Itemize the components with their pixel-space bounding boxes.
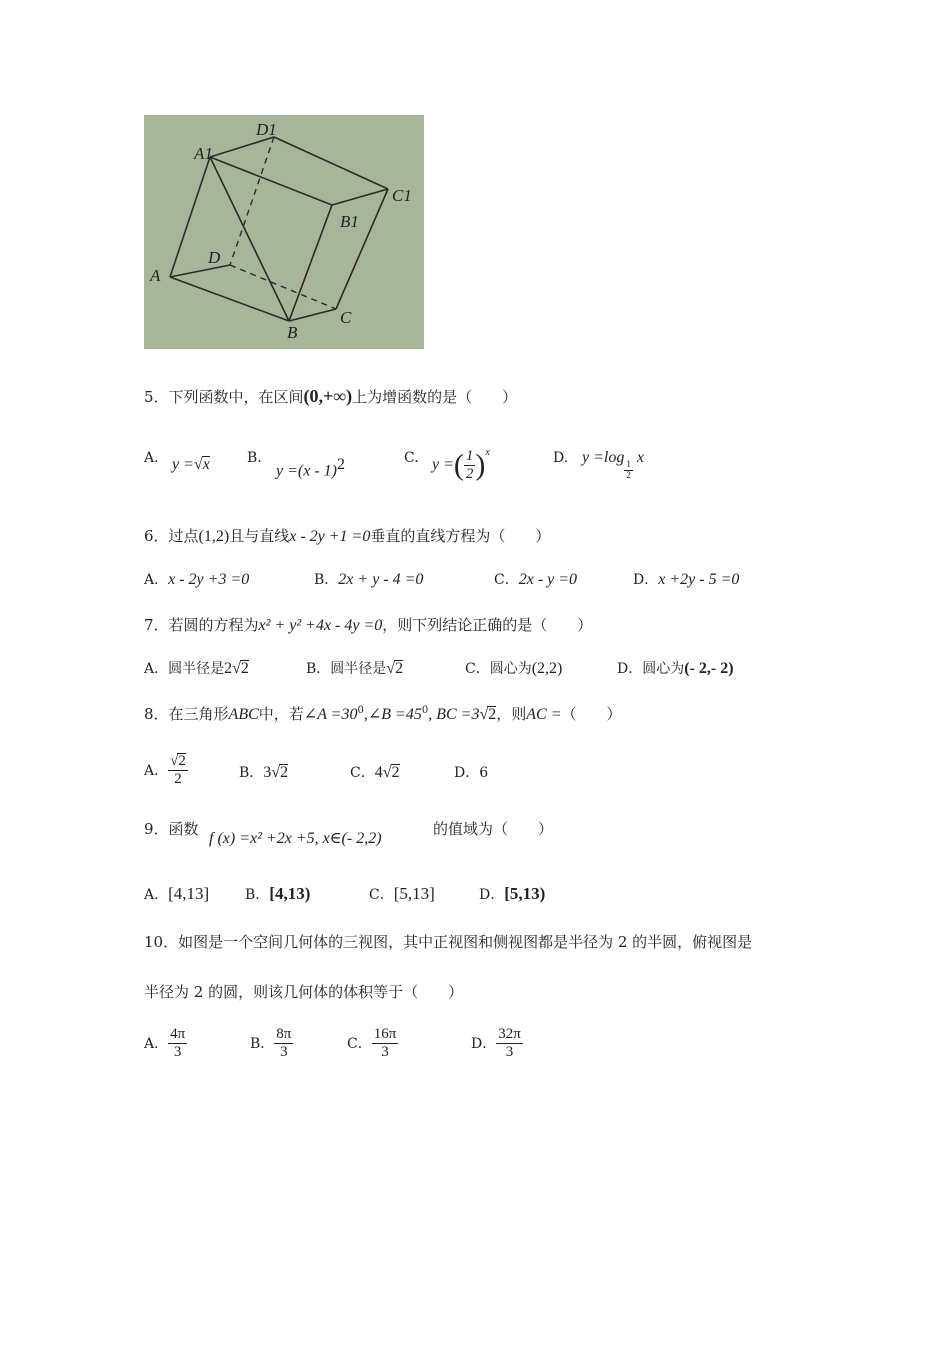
q9-function: f (x) =x² +2x +5, x∈(- 2,2) <box>209 830 382 847</box>
q10-option-c: C． $\frac{16\pi}{3}$ <box>347 1026 397 1060</box>
q5-option-b-expr: y =(x - 1)$^2$ <box>276 456 345 480</box>
q6-stem: 6．过点(1,2)且与直线x - 2y +1 =0垂直的直线方程为（ ） <box>144 527 551 545</box>
q10-option-d: D． $\frac{32\pi}{3}$ <box>471 1026 521 1060</box>
q10-option-b: B． $\frac{8\pi}{3}$ <box>250 1026 292 1060</box>
q10-stem-line2: 半径为 2 的圆，则该几何体的体积等于（ ） <box>144 983 464 1001</box>
q7-option-a: A．圆半径是2√2 <box>144 660 249 677</box>
q6-option-b: B．2x + y - 4 =0 <box>314 571 424 588</box>
q8-option-a: A． $\frac{√2}{2}$ <box>144 753 186 787</box>
q10-option-a: A． $\frac{4\pi}{3}$ <box>144 1026 186 1060</box>
q5-option-d-label: D. <box>553 450 569 466</box>
prism-diagram <box>144 115 424 349</box>
label-C1: C1 <box>392 186 412 205</box>
q8-option-b: B．3√2 <box>239 764 289 781</box>
q6-option-c: C．2x - y =0 <box>494 571 578 588</box>
q5-option-a-expr: y =√x <box>172 456 210 473</box>
label-A: A <box>150 266 161 285</box>
q9-option-b: B．[4,13) <box>245 884 311 903</box>
label-D1: D1 <box>256 120 277 139</box>
q8-option-c: C．4√2 <box>350 764 400 781</box>
label-B1: B1 <box>340 212 359 231</box>
label-B: B <box>287 323 298 342</box>
q5-option-b-label: B. <box>247 450 262 466</box>
q8-option-d: D．6 <box>454 765 489 781</box>
label-C: C <box>340 308 352 327</box>
label-A1: A1 <box>194 144 213 163</box>
q7-option-d: D．圆心为(- 2,- 2) <box>617 660 734 677</box>
q7-option-c: C．圆心为(2,2) <box>465 660 563 677</box>
q7-stem: 7．若圆的方程为x² + y² +4x - 4y =0，则下列结论正确的是（ ） <box>144 616 593 634</box>
q6-option-a: A．x - 2y +3 =0 <box>144 571 250 588</box>
q5-option-c-label: C. <box>404 450 419 466</box>
q10-stem-line1: 10．如图是一个空间几何体的三视图，其中正视图和侧视图都是半径为 2 的半圆，俯视图是 <box>144 933 753 951</box>
q5-stem: 5．下列函数中，在区间(0,+∞)上为增函数的是（ ） <box>144 386 518 406</box>
q5-option-a-label: A. <box>144 450 159 466</box>
q7-option-b: B．圆半径是√2 <box>306 660 404 677</box>
figure-photo <box>144 115 424 349</box>
q6-option-d: D．x +2y - 5 =0 <box>633 571 740 588</box>
q5-option-c-expr: y =( $\frac{1}{2}$ )$^x$ <box>432 447 490 482</box>
q9-stem-prefix: 9．函数 <box>144 820 199 838</box>
q5-option-d-expr: y =log $\frac{1}{2}$ x <box>582 449 644 480</box>
label-D: D <box>208 248 221 267</box>
q9-option-a: A．[4,13] <box>144 884 210 903</box>
q9-option-d: D．[5,13) <box>479 884 546 903</box>
q8-stem: 8．在三角形ABC中，若∠A $=30^0,\angle B =45^0$, BC =3√2，则AC =（ ） <box>144 705 622 723</box>
q9-stem-suffix: 的值域为（ ） <box>433 820 554 838</box>
q9-option-c: C．[5,13] <box>369 884 435 903</box>
